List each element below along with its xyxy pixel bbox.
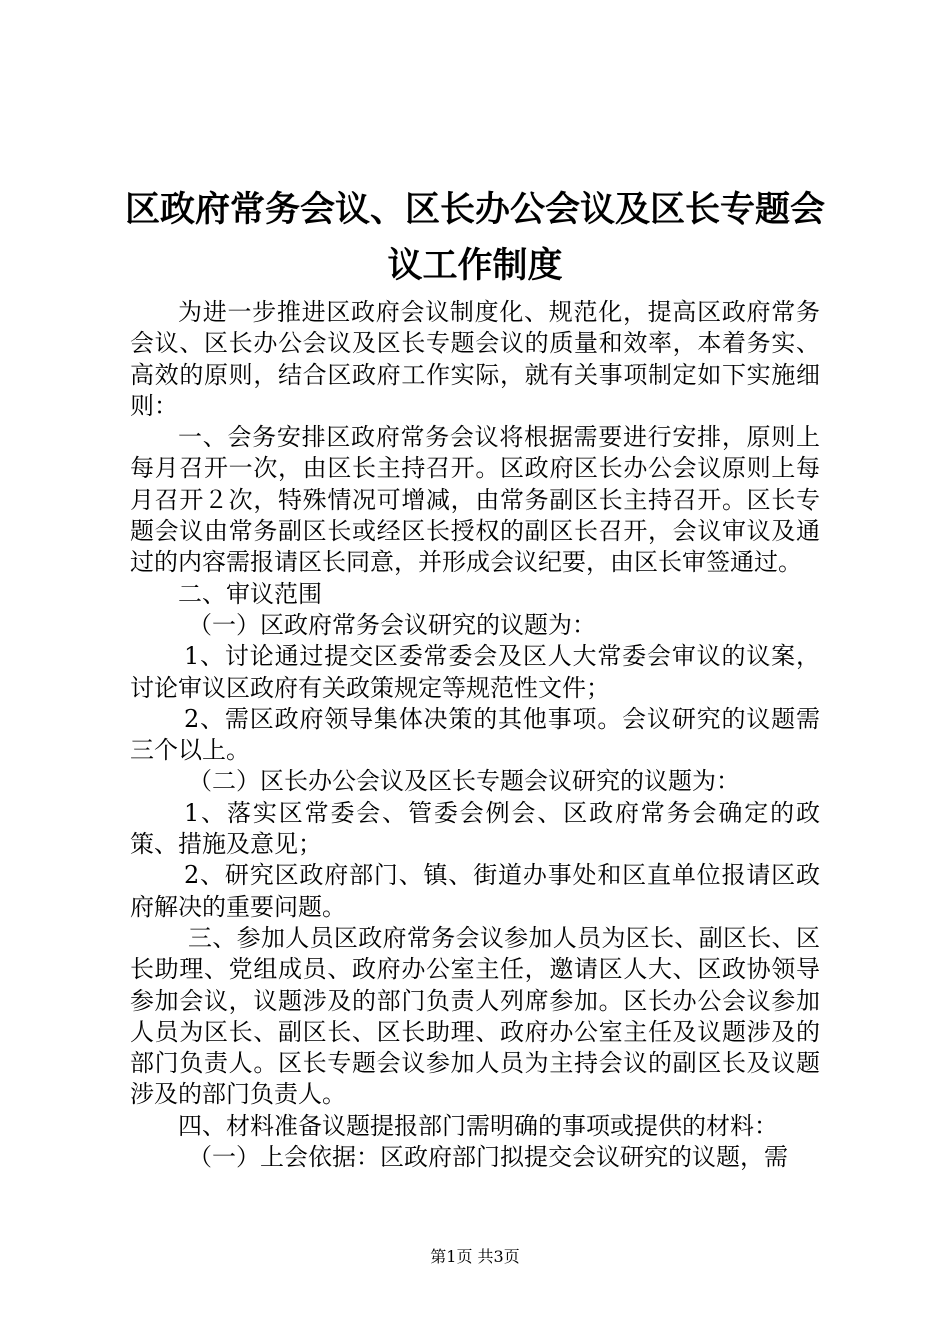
page-footer: 第1页 共3页 bbox=[430, 1247, 520, 1266]
paragraph-item-2b: 2、研究区政府部门、镇、街道办事处和区直单位报请区政府解决的重要问题。 bbox=[130, 861, 820, 921]
paragraph-section-4: 四、材料准备议题提报部门需明确的事项或提供的材料： bbox=[178, 1111, 778, 1140]
paragraph-section-3: 三、参加人员区政府常务会议参加人员为区长、副区长、区长助理、党组成员、政府办公室主任，邀请区人大、区政协领导参加会议，议题涉及的部门负责人列席参加。区长办公会议参加人员为区长、副区长、区长助理、政府办公室主任及议题涉及的部门负责人。区长专题会议参加人员为主持会议的副区长及议题涉及的部门负责人。 bbox=[130, 923, 820, 1109]
paragraph-subsection-2: （二）区长办公会议及区长专题会议研究的议题为： bbox=[188, 767, 740, 796]
paragraph-section-1: 一、会务安排区政府常务会议将根据需要进行安排，原则上每月召开一次，由区长主持召开。区政府区长办公会议原则上每月召开２次，特殊情况可增减，由常务副区长主持召开。区长专题会议由常务副区长或经区长授权的副区长召开，会议审议及通过的内容需报请区长同意，并形成会议纪要，由区长审签通过。 bbox=[130, 423, 820, 577]
paragraph-item-2: 2、需区政府领导集体决策的其他事项。会议研究的议题需三个以上。 bbox=[130, 704, 820, 765]
paragraph-intro: 为进一步推进区政府会议制度化、规范化，提高区政府常务会议、区长办公会议及区长专题会议的质量和效率，本着务实、高效的原则，结合区政府工作实际，就有关事项制定如下实施细则： bbox=[130, 298, 820, 420]
paragraph-section-2-heading: 二、审议范围 bbox=[178, 579, 322, 608]
document-body bbox=[130, 297, 820, 1173]
paragraph-item-1b: 1、落实区常委会、管委会例会、区政府常务会确定的政策、措施及意见； bbox=[130, 798, 820, 859]
paragraph-subsection-4-1: （一）上会依据：区政府部门拟提交会议研究的议题，需 bbox=[188, 1143, 788, 1172]
document-title-line-1: 区政府常务会议、区长办公会议及区长专题会 bbox=[124, 189, 825, 230]
paragraph-item-1: 1、讨论通过提交区委常委会及区人大常委会审议的议案，讨论审议区政府有关政策规定等规范性文件； bbox=[130, 642, 820, 702]
paragraph-subsection-1: （一）区政府常务会议研究的议题为： bbox=[188, 610, 596, 639]
document-title-line-2: 议工作制度 bbox=[387, 245, 563, 286]
